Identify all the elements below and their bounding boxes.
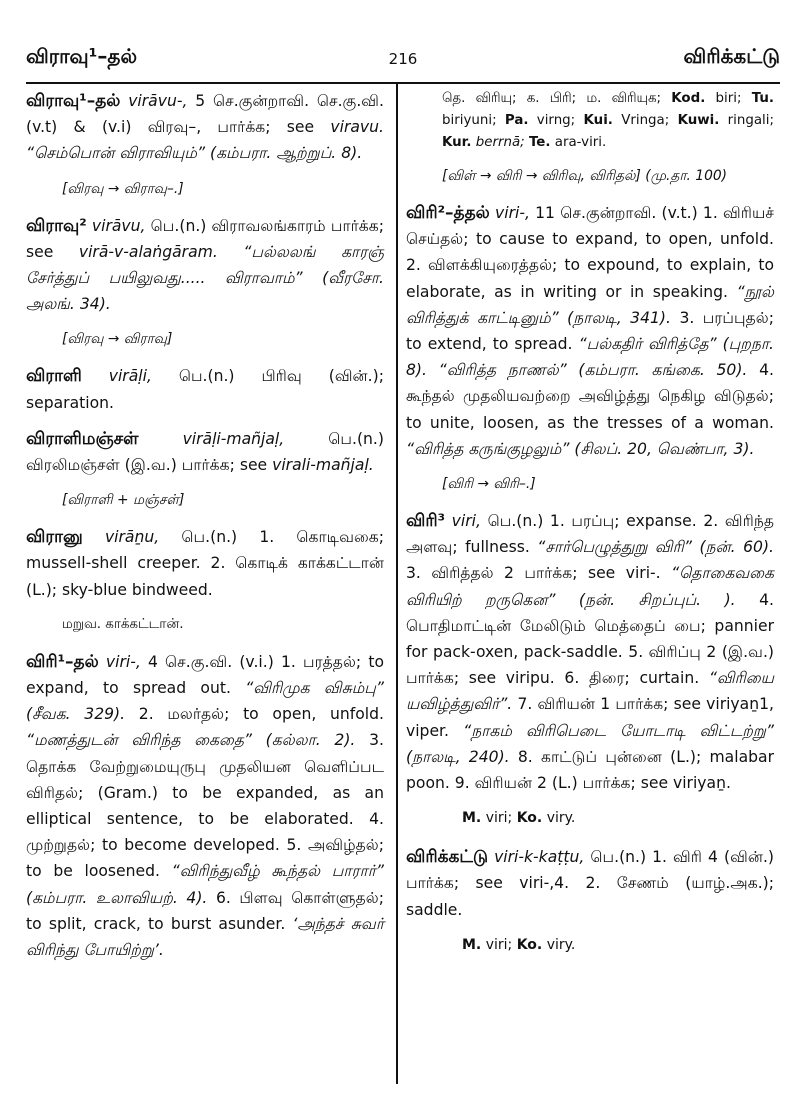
definition-text: பெ.(n.) விராவலங்காரம் பார்க்க; see [26, 216, 384, 261]
etymology: [விரவு → விராவு–.] [62, 180, 184, 197]
dictionary-entry [26, 88, 384, 167]
language-abbr: Kur. [442, 135, 472, 150]
headword: விரிக்கட்டு [406, 847, 489, 868]
transliteration: viri-k-kaṭṭu, [494, 848, 585, 867]
definition-text: 6. பிளவு கொள்ளுதல்; to split, crack, to burst asunder. [26, 888, 384, 933]
definition-text: பெ.(n.) 1. கொடிவகை; mussell-shell creeper. 2. கொடிக் காக்கட்டான் (L.); sky-blue bindweed. [26, 528, 384, 599]
transliteration: virāvu-, [128, 92, 188, 110]
headword: விராளிமஞ்சள் [26, 428, 139, 449]
definition-text: 3. தொக்க வேற்றுமையுருபு முதலியன வெளிப்பட விரிதல்; (Gram.) to be expanded, as an elliptical sentence, to be elaborated. 4. முற்றுதல்; to become developed. 5. அவிழ்தல்; to be loosened. [26, 731, 384, 881]
quotation: “சார்பெழுத்துறு விரி” (நன். 60). [537, 538, 774, 557]
etymology: [விராளி + மஞ்சள்] [62, 492, 185, 509]
synonym-note: மறுவ. காக்கட்டான். [62, 616, 184, 632]
transliteration: viri, [451, 512, 481, 531]
definition-text: 7. விரியன் 1 பார்க்க; see viriyaṉ1, viper. [406, 695, 774, 740]
see-reference: viravu. [330, 118, 385, 137]
definition-text: 5 செ.குன்றாவி. செ.கு.வி.(v.t) & (v.i) விரவு–, பார்க்க; see [26, 92, 384, 137]
cognates-line [462, 933, 774, 957]
quotation: “விரியை யவிழ்த்துவிர்”. [406, 669, 774, 714]
page-number: 216 [388, 50, 418, 68]
cognate-text: virng; [536, 113, 576, 128]
cognate-text: viri; [485, 810, 513, 827]
definition-text: 3. பரப்புதல்; to extend, to spread. [406, 308, 774, 354]
definition-text: பெ.(n.) 1. பரப்பு; expanse. 2. விரிந்த அளவு; fullness. [406, 512, 774, 557]
headword: விராளி [26, 366, 82, 387]
cognates-line [462, 806, 774, 830]
column-divider [396, 84, 398, 1084]
quotation: “நூல் விரித்துக் காட்டினும்” (நாலடி, 341). [406, 282, 774, 327]
right-column [406, 88, 774, 971]
cognate-text: தெ. விரியு; க. பிரி; ம. விரியுக; [442, 91, 662, 106]
definition-text: 4. கூந்தல் முதலியவற்றை அவிழ்த்து நெகிழ விடுதல்; to unite, loosen, as the tresses of a woman. [406, 361, 774, 432]
header-left-guide-word: விராவு¹–தல் [26, 44, 138, 68]
language-abbr: Kuwi. [677, 113, 720, 128]
transliteration: virāḷi, [108, 367, 152, 386]
quotation: “நாகம் விரிபெடை யோடாடி விட்டற்று” (நாலடி, 240). [406, 721, 774, 766]
language-abbr: Kui. [583, 113, 613, 128]
language-abbr: M. [462, 936, 482, 953]
header-right-guide-word: விரிக்கட்டு [683, 44, 780, 68]
language-abbr: Ko. [516, 810, 543, 827]
left-column [26, 88, 384, 973]
dictionary-entry [26, 363, 384, 415]
definition-text: 2. மலர்தல்; to open, unfold. [138, 705, 384, 724]
dictionary-entry [26, 524, 384, 603]
quotation: ‘அந்தச் சுவர் விரிந்து போயிற்று’. [26, 914, 384, 960]
cognate-text: Vringa; [621, 113, 670, 128]
quotation: “செம்பொன் விராவியும்” (கம்பரா. ஆற்றுப். 8). [26, 144, 363, 163]
cognate-text: biriyuni; [442, 113, 497, 128]
headword: விரி²–த்தல் [406, 203, 490, 223]
dictionary-entry [406, 844, 774, 923]
cognate-text: viry. [546, 810, 576, 827]
transliteration: viri-, [105, 652, 141, 671]
headword: விரி¹–தல் [26, 651, 99, 672]
headword: விராவு² [26, 215, 87, 236]
definition-text: 3. விரித்தல் 2 பார்க்க; see viri-. [406, 564, 661, 583]
transliteration: virāvu, [91, 216, 146, 235]
cognate-text: ara-viri. [554, 135, 607, 150]
dictionary-entry [26, 649, 384, 963]
cognate-text: ringali; [727, 113, 775, 128]
dictionary-entry [26, 426, 384, 478]
definition-text: பெ.(n.) 1. விரி 4 (வின்.) பார்க்க; see viri-,4. 2. சேணம் (யாழ்.அக.); saddle. [406, 848, 774, 919]
headword: விராவு¹–தல் [26, 91, 121, 111]
definition-text: பெ.(n.) விரலிமஞ்சள் (இ.வ.) பார்க்க; see [26, 429, 384, 475]
etymology: [விள் → விரி → விரிவு, விரிதல்] (மு.தா. 100) [442, 168, 728, 184]
language-abbr: Te. [528, 135, 551, 150]
definition-text: பெ.(n.) பிரிவு (வின்.); separation. [26, 367, 384, 412]
etymology: [விரவு → விராவு] [62, 331, 173, 348]
transliteration: virāṉu, [104, 528, 160, 547]
language-abbr: M. [462, 810, 482, 827]
etymology: [விரி → விரி–.] [442, 476, 536, 493]
cognates-continuation [442, 88, 774, 154]
quotation: “விரிந்துவீழ் கூந்தல் பாரார்” (கம்பரா. உலாவியற். 4). [26, 862, 384, 907]
see-reference: virali-mañjaḷ. [272, 456, 374, 475]
definition-text: 11 செ.குன்றாவி. (v.t.) 1. விரியச் செய்தல்; to cause to expand, to open, unfold. 2. விளக்கியுரைத்தல்; to expound, to explain, to elaborate, as in writing or in speaking. [406, 204, 774, 301]
cognate-text: berrnā; [475, 135, 525, 150]
page-header [26, 38, 780, 82]
cognate-text: biri; [715, 91, 742, 106]
definition-text: 4. பொதிமாட்டின் மேலிடும் மெத்தைப் பை; pannier for pack-oxen, pack-saddle. 5. விரிப்பு 2 (இ.வ.) பார்க்க; see viripu. 6. திரை; curtain. [406, 590, 774, 688]
quotation: “தொகைவகை விரியிற் றருகென” (நன். சிறப்புப். ). [406, 564, 774, 609]
cognate-text: viry. [546, 936, 576, 953]
header-rule [26, 82, 780, 84]
headword: விரி³ [406, 511, 446, 532]
language-abbr: Pa. [504, 113, 529, 128]
dictionary-entry [406, 200, 774, 462]
transliteration: virāḷi-mañjaḷ, [182, 429, 285, 448]
dictionary-entry [406, 508, 774, 796]
see-reference: virā-v-alaṅgāram. [78, 242, 218, 261]
quotation: “பல்லலங் காரஞ் சேர்த்துப் பயிலுவது..... விராவாம்” (வீரசோ. அலங். 34). [26, 242, 384, 314]
language-abbr: Kod. [671, 91, 706, 106]
quotation: “மணத்துடன் விரிந்த கைதை” (கல்லா. 2). [26, 731, 356, 750]
language-abbr: Ko. [516, 936, 543, 953]
cognate-text: viri; [485, 936, 513, 953]
transliteration: viri-, [495, 204, 530, 222]
language-abbr: Tu. [751, 91, 775, 106]
dictionary-entry [26, 213, 384, 318]
quotation: “விரித்த கருங்குழலும்” (சிலப். 20, வெண்பா, 3). [406, 439, 755, 458]
headword: விரானு [26, 527, 83, 548]
quotation: “பல்கதிர் விரித்தே” (புறநா. 8). “விரித்த நாணல்” (கம்பரா. கங்கை. 50). [406, 335, 774, 380]
definition-text: 8. காட்டுப் புன்னை (L.); malabar poon. 9. விரியன் 2 (L.) பார்க்க; see viriyaṉ. [406, 747, 774, 793]
quotation: “விரிமுக விசும்பு” (சீவக. 329). [26, 679, 384, 724]
definition-text: 4 செ.கு.வி. (v.i.) 1. பரத்தல்; to expand, to spread out. [26, 652, 384, 698]
